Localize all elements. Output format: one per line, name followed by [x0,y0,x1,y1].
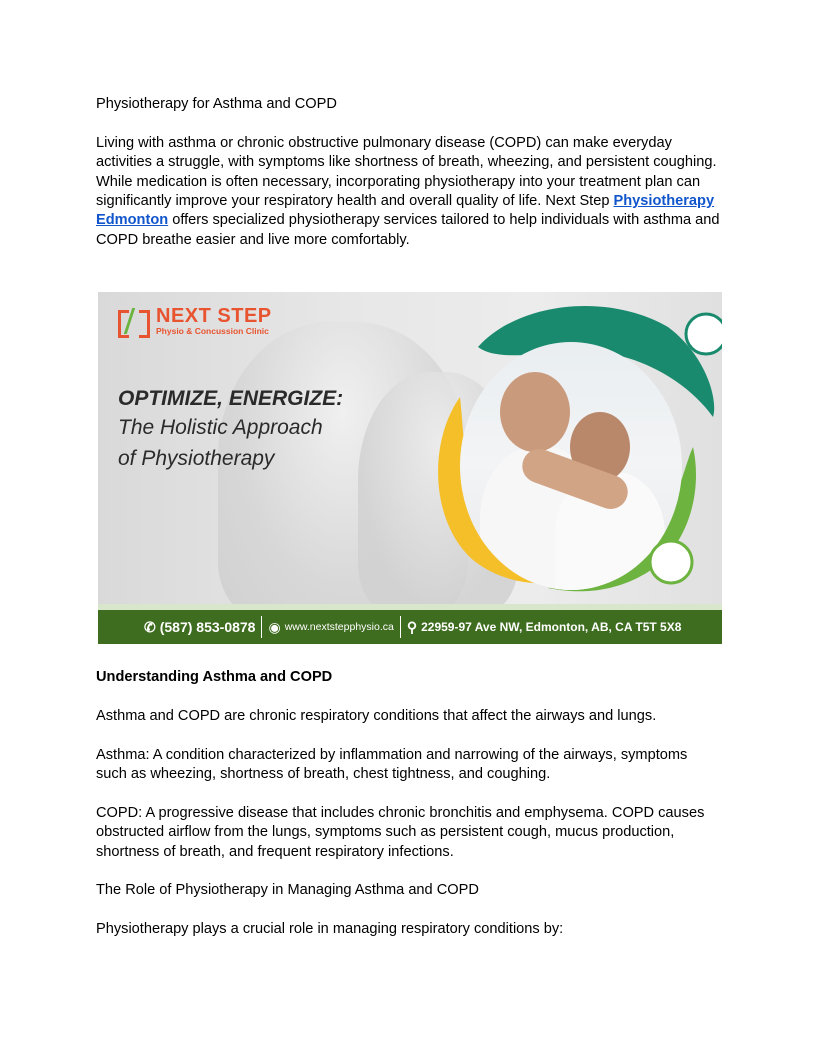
website-url: www.nextstepphysio.ca [284,621,394,633]
address-text: 22959-97 Ave NW, Edmonton, AB, CA T5T 5X8 [421,620,682,634]
intro-text-after: offers specialized physiotherapy services tailored to help individuals with asthma and COPD breathe easier and live more comfortably. [96,212,720,248]
banner-headline [118,386,343,474]
phone-icon: ✆ [144,618,156,635]
globe-icon: ◉ [268,618,281,635]
document-body [96,95,722,250]
intro-text-before: Living with asthma or chronic obstructive pulmonary disease (COPD) can make everyday activities a struggle, with symptoms like shortness of breath, wheezing, and persistent coughing. While medication is often necessary, incorporating physiotherapy into your treatment plan can significantly improve your respiratory health and overall quality of life. Next Step [96,134,717,210]
document-body-continued [96,668,722,940]
decorative-circle-icon [638,532,698,592]
headline-line-2: The Holistic Approach [118,416,323,439]
document-title: Physiotherapy for Asthma and COPD [96,96,337,112]
section-heading-understanding: Understanding Asthma and COPD [96,669,333,685]
logo-title: NEXT STEP [156,305,272,327]
headline-line-3: of Physiotherapy [118,447,275,470]
location-pin-icon: ⚲ [406,618,418,635]
intro-paragraph [96,134,722,250]
phone-contact [98,619,261,636]
logo-subtitle: Physio & Concussion Clinic [156,326,269,336]
contact-bar [98,604,722,644]
paragraph-asthma: Asthma: A condition characterized by inflammation and narrowing of the airways, symptoms such as wheezing, shortness of breath, chest tightness, and coughing. [96,746,688,782]
address-contact [401,619,688,636]
headline-line-1: OPTIMIZE, ENERGIZE: [118,387,344,410]
logo-mark-icon [118,308,150,334]
section-heading-role: The Role of Physiotherapy in Managing Asthma and COPD [96,882,479,899]
paragraph-copd: COPD: A progressive disease that includes chronic bronchitis and emphysema. COPD causes obstructed airflow from the lungs, symptoms such as persistent cough, mucus production, shortness of breath, and frequent respiratory infections. [96,804,705,860]
paragraph: Physiotherapy plays a crucial role in managing respiratory conditions by: [96,921,564,938]
clinic-banner-image [98,292,722,644]
clinic-logo [118,306,272,336]
physiotherapy-edmonton-link[interactable]: Physiotherapy Edmonton [96,193,715,229]
paragraph: Asthma and COPD are chronic respiratory conditions that affect the airways and lungs. [96,707,657,724]
website-contact [262,619,399,636]
phone-number: (587) 853-0878 [159,619,256,635]
